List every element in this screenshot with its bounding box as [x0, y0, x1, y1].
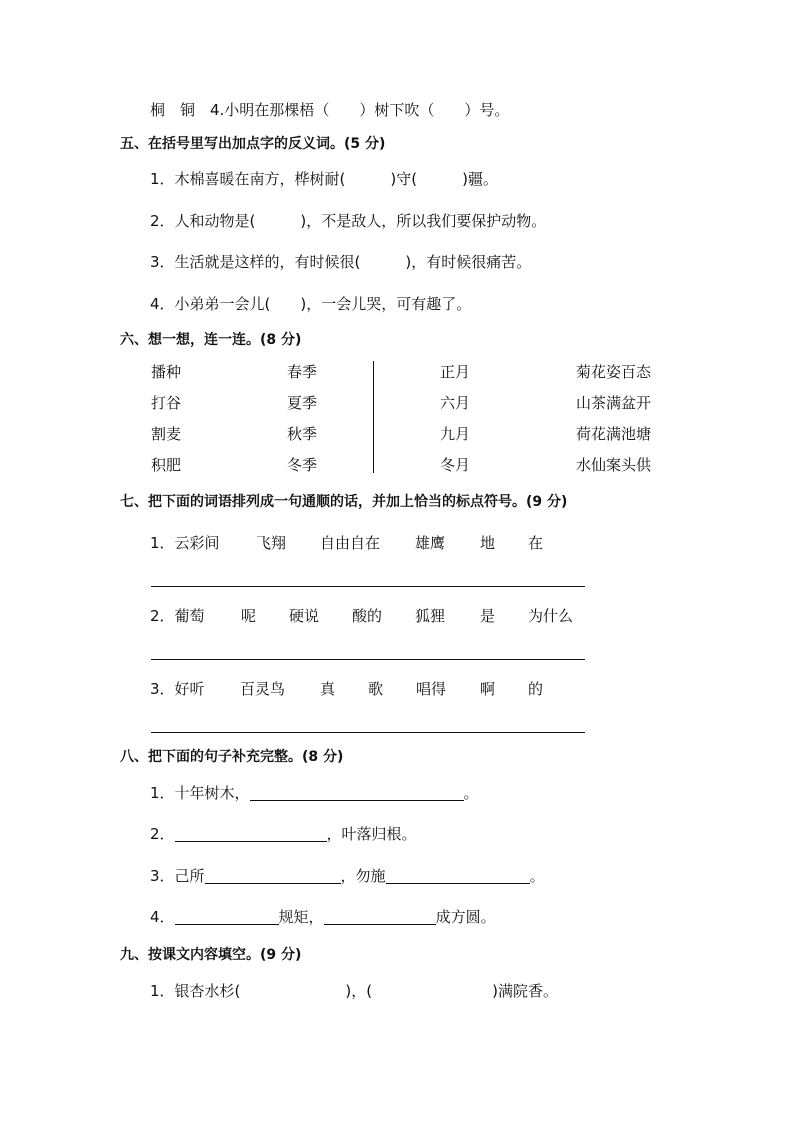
match-col3-item: 六月 [440, 394, 471, 412]
s8-blank[interactable] [175, 910, 279, 925]
s5-item-3: 3．生活就是这样的，有时候很( )，有时候很痛苦。 [150, 253, 532, 271]
s7-q3-word: 3．好听 [150, 680, 205, 698]
match-col4-item: 山茶满盆开 [576, 394, 652, 412]
s7-answer-line[interactable] [151, 659, 585, 660]
s8-line-1-prefix: 1．十年树木， [150, 784, 250, 802]
s8-blank[interactable] [386, 869, 530, 884]
match-col1-item: 割麦 [151, 425, 182, 443]
s8-line-3 [150, 867, 545, 885]
s7-q3-word: 啊 [480, 680, 496, 698]
top-line: 桐 铜 4.小明在那棵梧（ ）树下吹（ ）号。 [150, 101, 510, 119]
match-col2-item: 冬季 [287, 456, 318, 474]
s5-item-4: 4．小弟弟一会儿( )，一会儿哭，可有趣了。 [150, 295, 472, 313]
s9-line-1: 1．银杏水杉( )，( )满院香。 [150, 982, 558, 1000]
s8-blank[interactable] [324, 910, 436, 925]
match-col3-item: 冬月 [440, 456, 471, 474]
s7-q2-word: 硬说 [289, 607, 320, 625]
s7-q2-word: 酸的 [352, 607, 383, 625]
s8-line-2 [150, 825, 417, 843]
s7-q3-word: 的 [528, 680, 544, 698]
match-col1-item: 播种 [151, 363, 182, 381]
section-7-heading: 七、把下面的词语排列成一句通顺的话，并加上恰当的标点符号。(9 分) [120, 494, 568, 510]
match-col4-item: 菊花姿百态 [576, 363, 652, 381]
s7-q1-word: 在 [528, 534, 544, 552]
s8-line-2-prefix: 2． [150, 825, 175, 843]
match-col4-item: 荷花满池塘 [576, 425, 652, 443]
match-col3-item: 正月 [440, 363, 471, 381]
s7-q1-word: 飞翔 [256, 534, 287, 552]
s7-q3-word: 唱得 [416, 680, 447, 698]
s8-line-3-mid: ，勿施 [340, 867, 386, 885]
s8-line-4 [150, 908, 496, 926]
s8-line-4-suffix: 成方圆。 [435, 908, 496, 926]
match-col2-item: 秋季 [287, 425, 318, 443]
s8-blank[interactable] [250, 786, 464, 801]
s8-line-2-suffix: ，叶落归根。 [326, 825, 417, 843]
s8-line-4-mid: 规矩， [278, 908, 324, 926]
s8-line-3-prefix: 3．己所 [150, 867, 205, 885]
match-col2-item: 夏季 [287, 394, 318, 412]
s7-q1-word: 地 [480, 534, 496, 552]
section-6-heading: 六、想一想，连一连。(8 分) [120, 332, 302, 348]
s5-item-2: 2．人和动物是( )，不是敌人，所以我们要保护动物。 [150, 212, 547, 230]
section-9-heading: 九、按课文内容填空。(9 分) [120, 947, 302, 963]
match-col1-item: 打谷 [151, 394, 182, 412]
s7-q1-word: 1．云彩间 [150, 534, 220, 552]
s7-q3-word: 歌 [368, 680, 384, 698]
s7-q3-word: 百灵鸟 [240, 680, 286, 698]
s7-q2-word: 呢 [241, 607, 257, 625]
s7-answer-line[interactable] [151, 586, 585, 587]
s5-item-1: 1．木棉喜暖在南方，桦树耐( )守( )疆。 [150, 170, 498, 188]
s7-q2-word: 狐狸 [415, 607, 446, 625]
s7-q1-word: 雄鹰 [415, 534, 446, 552]
s7-q3-word: 真 [320, 680, 336, 698]
match-col4-item: 水仙案头供 [576, 456, 652, 474]
s7-q1-word: 自由自在 [320, 534, 381, 552]
match-col3-item: 九月 [440, 425, 471, 443]
section-8-heading: 八、把下面的句子补充完整。(8 分) [120, 749, 344, 765]
s8-line-1-suffix: 。 [463, 784, 479, 802]
s8-blank[interactable] [205, 869, 341, 884]
section-5-heading: 五、在括号里写出加点字的反义词。(5 分) [120, 136, 386, 152]
match-divider [373, 361, 374, 473]
match-col2-item: 春季 [287, 363, 318, 381]
s7-answer-line[interactable] [151, 732, 585, 733]
s8-line-4-prefix: 4． [150, 908, 175, 926]
s8-line-1 [150, 784, 479, 802]
s8-blank[interactable] [175, 827, 327, 842]
match-col1-item: 积肥 [151, 456, 182, 474]
s8-line-3-suffix: 。 [529, 867, 545, 885]
s7-q2-word: 是 [480, 607, 496, 625]
s7-q2-word: 为什么 [528, 607, 574, 625]
s7-q2-word: 2．葡萄 [150, 607, 205, 625]
